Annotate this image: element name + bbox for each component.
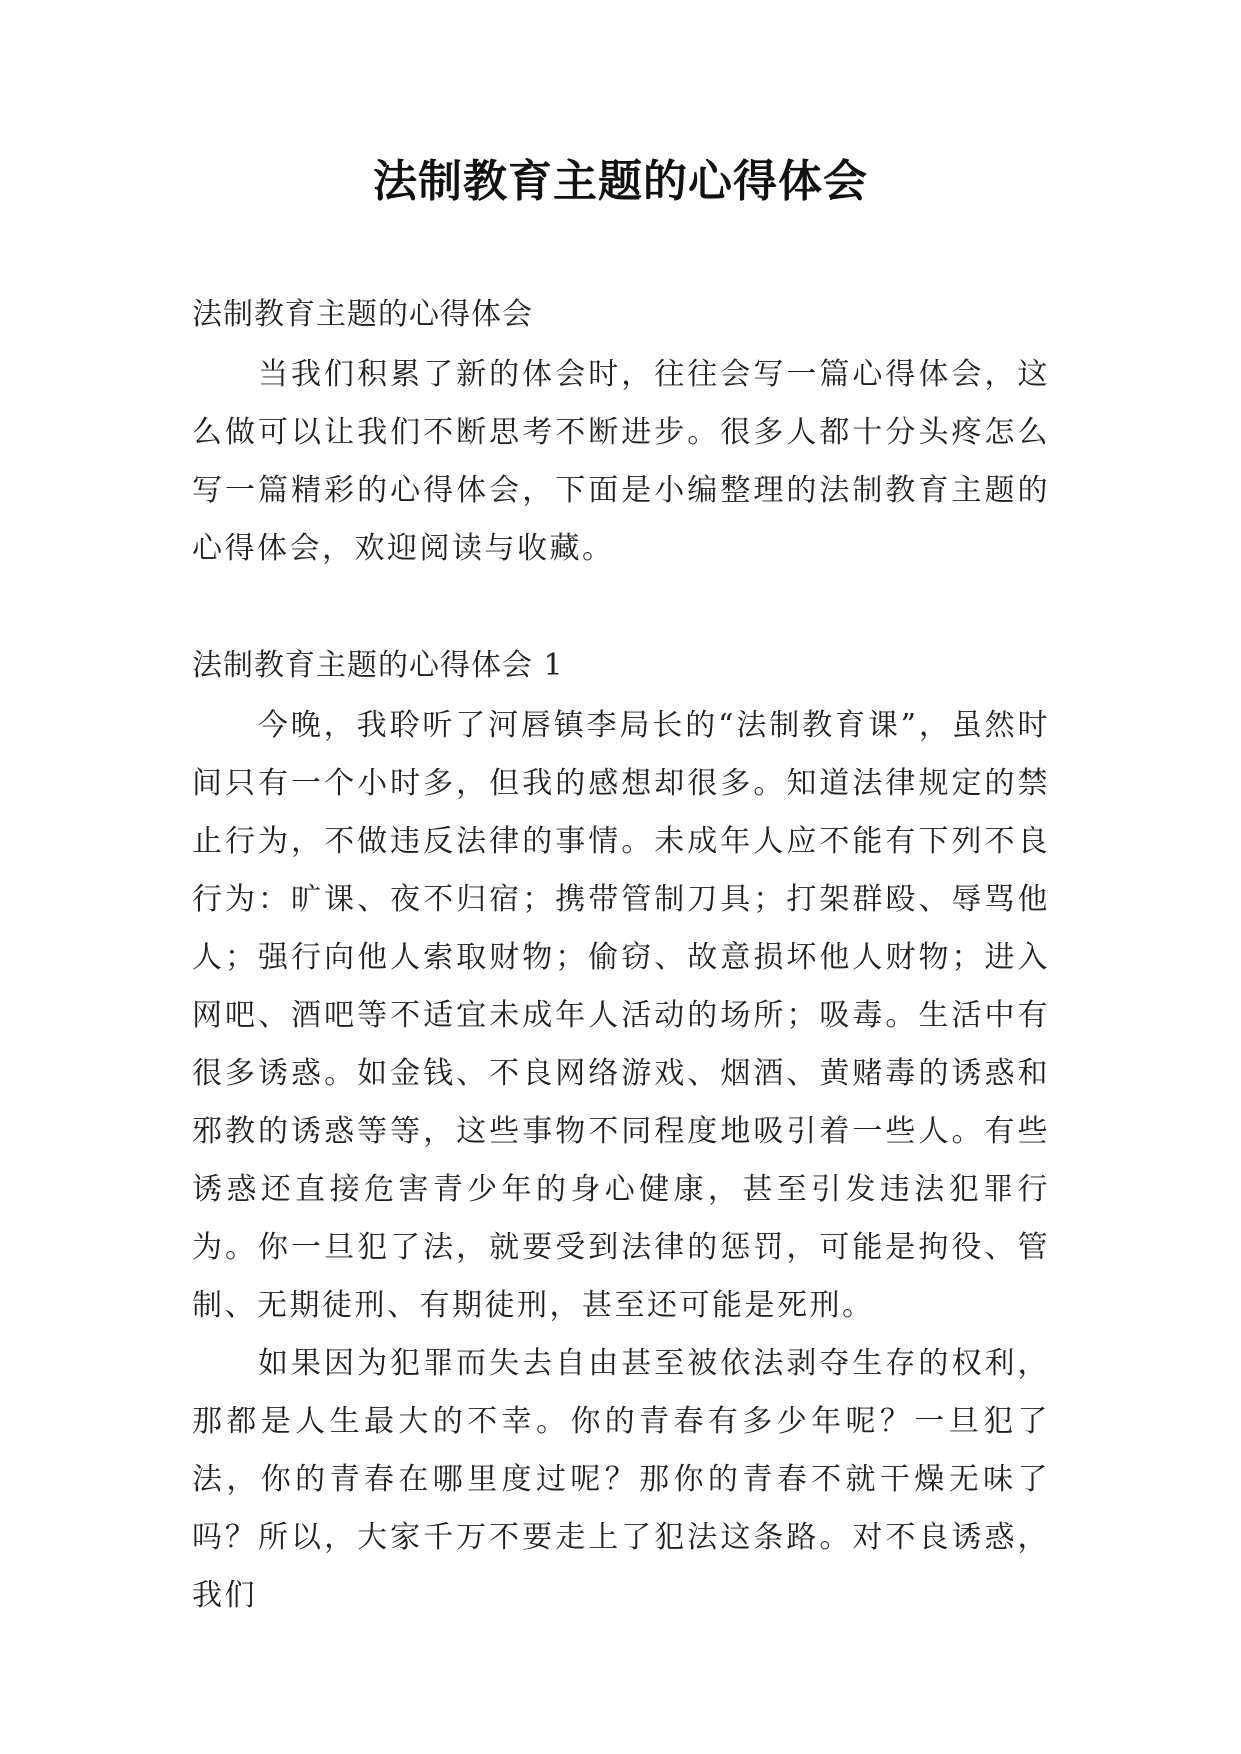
intro-paragraph: 当我们积累了新的体会时，往往会写一篇心得体会，这么做可以让我们不断思考不断进步。很多人都十分头疼怎么写一篇精彩的心得体会，下面是小编整理的法制教育主题的心得体会，欢迎阅读与收藏。 bbox=[192, 357, 1050, 566]
section-1-block bbox=[192, 697, 1050, 1625]
section-1-heading: 法制教育主题的心得体会 1 bbox=[192, 648, 564, 683]
section-1-paragraph-2: 如果因为犯罪而失去自由甚至被依法剥夺生存的权利，那都是人生最大的不幸。你的青春有多少年呢？一旦犯了法，你的青春在哪里度过呢？那你的青春不就干燥无味了吗？所以，大家千万不要走上了犯法这条路。对不良诱惑，我们 bbox=[192, 1346, 1050, 1613]
intro-block bbox=[192, 346, 1050, 578]
intro-heading: 法制教育主题的心得体会 bbox=[192, 297, 533, 332]
section-1-paragraph-1: 今晚，我聆听了河唇镇李局长的“法制教育课”，虽然时间只有一个小时多，但我的感想却很多。知道法律规定的禁止行为，不做违反法律的事情。未成年人应不能有下列不良行为：旷课、夜不归宿；携带管制刀具；打架群殴、辱骂他人；强行向他人索取财物；偷窃、故意损坏他人财物；进入网吧、酒吧等不适宜未成年人活动的场所；吸毒。生活中有很多诱惑。如金钱、不良网络游戏、烟酒、黄赌毒的诱惑和邪教的诱惑等等，这些事物不同程度地吸引着一些人。有些诱惑还直接危害青少年的身心健康，甚至引发违法犯罪行为。你一旦犯了法，就要受到法律的惩罚，可能是拘役、管制、无期徒刑、有期徒刑，甚至还可能是死刑。 bbox=[192, 708, 1050, 1323]
document-title: 法制教育主题的心得体会 bbox=[373, 156, 868, 207]
